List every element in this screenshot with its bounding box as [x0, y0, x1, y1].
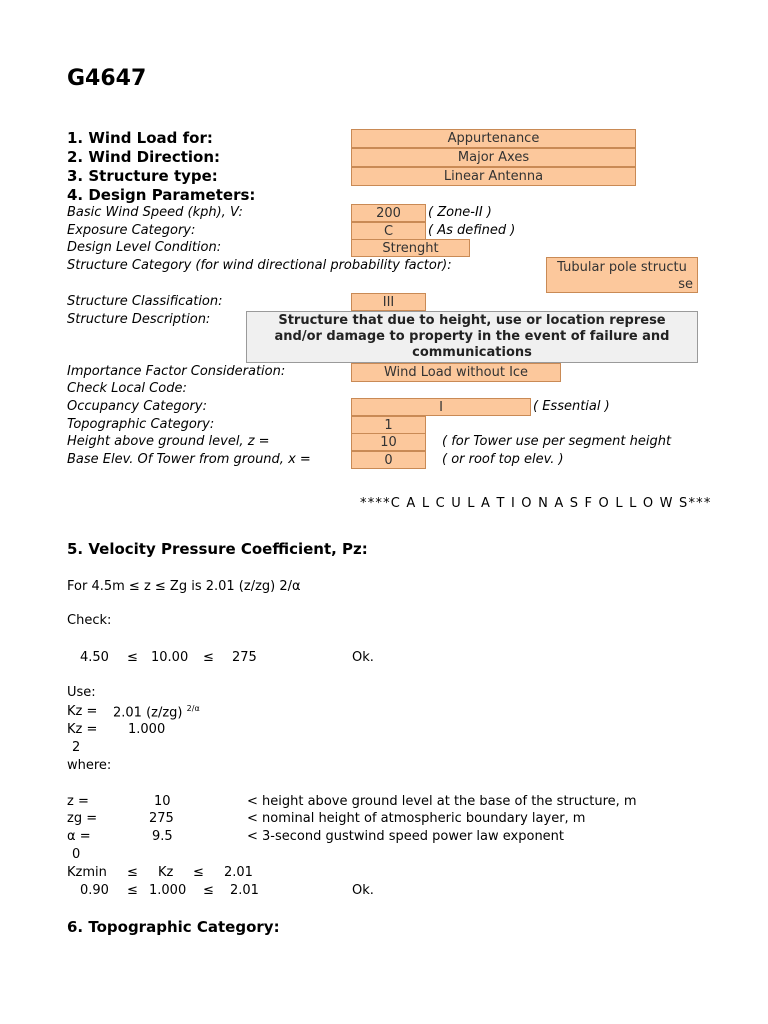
stray-digit-2: 2 — [72, 740, 81, 755]
check-le-1: ≤ — [127, 650, 138, 665]
basic-wind-speed-label: Basic Wind Speed (kph), V: — [67, 205, 243, 220]
kz-formula — [113, 704, 200, 720]
design-level-label: Design Level Condition: — [67, 240, 222, 255]
kz-formula-text: 2.01 (z/zg) — [113, 705, 183, 721]
range-le-2: ≤ — [203, 883, 214, 898]
structure-type-field[interactable]: Linear Antenna — [351, 167, 636, 186]
basic-wind-speed-field[interactable]: 200 — [351, 204, 426, 222]
kz-value-label: Kz = — [67, 722, 98, 737]
kz-formula-exponent: 2/α — [186, 704, 200, 713]
base-elev-field[interactable]: 0 — [351, 451, 426, 469]
check-ok: Ok. — [352, 650, 374, 665]
check-value-1: 4.50 — [80, 650, 109, 665]
check-value-2: 10.00 — [151, 650, 189, 665]
section-design-parameters: 4. Design Parameters: — [67, 186, 256, 204]
stray-digit-0: 0 — [72, 847, 81, 862]
structure-category-line2: se — [678, 277, 693, 292]
range-le-1: ≤ — [127, 883, 138, 898]
section-structure-type: 3. Structure type: — [67, 167, 218, 185]
zg-value: 275 — [149, 811, 174, 826]
section-velocity-pressure: 5. Velocity Pressure Coefficient, Pz: — [67, 540, 368, 558]
kz-range-mid-label: Kz — [158, 865, 174, 880]
exposure-note: ( As defined ) — [428, 223, 516, 238]
description-line-3: communications — [412, 345, 532, 360]
check-value-3: 275 — [232, 650, 257, 665]
structure-category-label: Structure Category (for wind directional probability factor): — [67, 258, 452, 273]
section-wind-load-for: 1. Wind Load for: — [67, 129, 213, 147]
alpha-value: 9.5 — [152, 829, 173, 844]
design-level-field[interactable]: Strenght — [351, 239, 470, 257]
z-value: 10 — [154, 794, 171, 809]
kz-range-le-2: ≤ — [193, 865, 204, 880]
kz-value: 1.000 — [128, 722, 166, 737]
kz-formula-label: Kz = — [67, 704, 98, 719]
kzmin-label: Kzmin — [67, 865, 107, 880]
topographic-field[interactable]: 1 — [351, 416, 426, 434]
height-field[interactable]: 10 — [351, 433, 426, 451]
kz-range-le-1: ≤ — [127, 865, 138, 880]
kz-range-max: 2.01 — [224, 865, 253, 880]
page-title: G4647 — [67, 66, 147, 91]
section-topographic-category: 6. Topographic Category: — [67, 918, 280, 936]
range-value-2: 1.000 — [149, 883, 187, 898]
wind-load-for-field[interactable]: Appurtenance — [351, 129, 636, 148]
base-elev-note: ( or roof top elev. ) — [442, 452, 564, 467]
range-value-3: 2.01 — [230, 883, 259, 898]
zg-description: < nominal height of atmospheric boundary layer, m — [247, 811, 586, 826]
alpha-label: α = — [67, 829, 91, 844]
where-label: where: — [67, 758, 112, 773]
check-label: Check: — [67, 613, 112, 628]
exposure-label: Exposure Category: — [67, 223, 196, 238]
height-label: Height above ground level, z = — [67, 434, 270, 449]
structure-category-field[interactable] — [546, 257, 698, 293]
section-wind-direction: 2. Wind Direction: — [67, 148, 221, 166]
base-elev-label: Base Elev. Of Tower from ground, x = — [67, 452, 311, 467]
description-line-2: and/or damage to property in the event of failure and — [274, 329, 670, 344]
importance-field[interactable]: Wind Load without Ice — [351, 363, 561, 382]
z-label: z = — [67, 794, 89, 809]
zg-label: zg = — [67, 811, 98, 826]
local-code-label: Check Local Code: — [67, 381, 187, 396]
description-label: Structure Description: — [67, 312, 211, 327]
description-line-1: Structure that due to height, use or location represe — [278, 313, 666, 328]
calculation-banner: ****C A L C U L A T I O N A S F O L L O W S*** — [360, 496, 712, 511]
range-ok: Ok. — [352, 883, 374, 898]
structure-category-line1: Tubular pole structu — [557, 260, 687, 275]
range-value-1: 0.90 — [80, 883, 109, 898]
use-label: Use: — [67, 685, 96, 700]
occupancy-label: Occupancy Category: — [67, 399, 207, 414]
alpha-description: < 3-second gustwind speed power law exponent — [247, 829, 565, 844]
occupancy-field[interactable]: I — [351, 398, 531, 416]
basic-wind-speed-note: ( Zone-II ) — [428, 205, 492, 220]
pz-formula-intro: For 4.5m ≤ z ≤ Zg is 2.01 (z/zg) 2/α — [67, 579, 301, 594]
structure-description-box — [246, 311, 698, 363]
check-le-2: ≤ — [203, 650, 214, 665]
z-description: < height above ground level at the base of the structure, m — [247, 794, 637, 809]
classification-label: Structure Classification: — [67, 294, 223, 309]
classification-field[interactable]: III — [351, 293, 426, 311]
exposure-field[interactable]: C — [351, 222, 426, 240]
occupancy-note: ( Essential ) — [533, 399, 610, 414]
height-note: ( for Tower use per segment height — [442, 434, 672, 449]
importance-label: Importance Factor Consideration: — [67, 364, 286, 379]
topographic-label: Topographic Category: — [67, 417, 215, 432]
wind-direction-field[interactable]: Major Axes — [351, 148, 636, 167]
